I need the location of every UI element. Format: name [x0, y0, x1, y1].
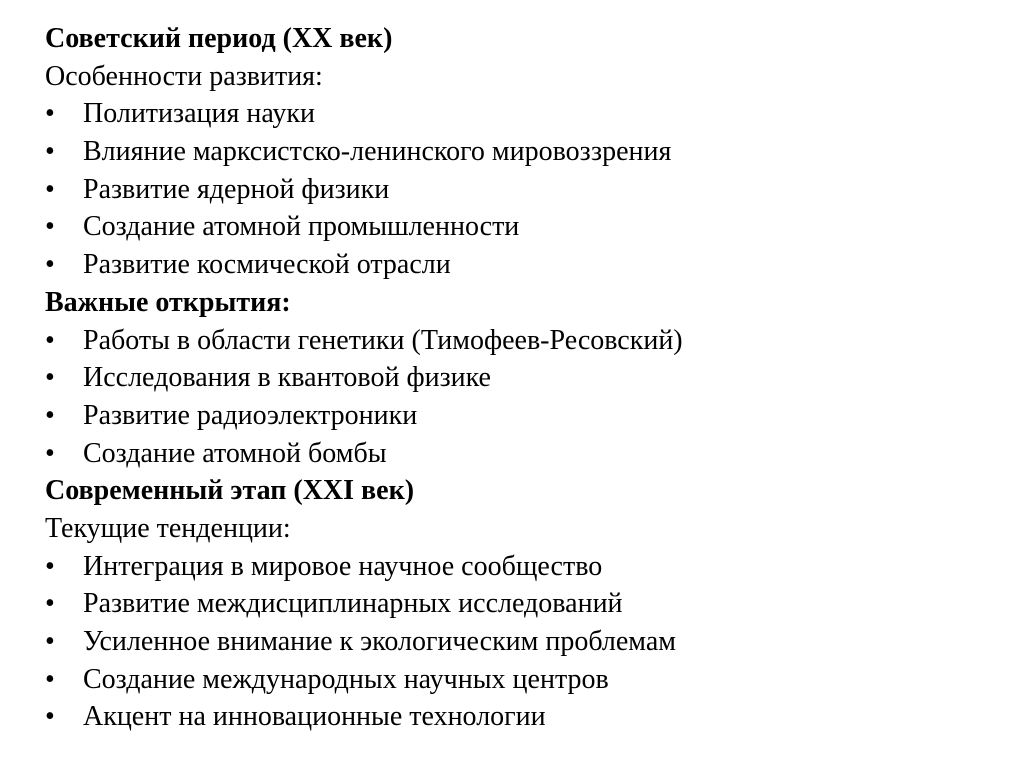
list-item-text: Влияние марксистско-ленинского мировоззрения — [83, 136, 672, 168]
list-item-text: Создание атомной промышленности — [83, 211, 520, 243]
bullet-icon: • — [45, 98, 55, 130]
list-item — [45, 322, 1005, 360]
list-item-text: Создание атомной бомбы — [83, 437, 387, 469]
list-item — [45, 435, 1005, 473]
list-item — [45, 661, 1005, 699]
subheading-soviet-features: Особенности развития: — [45, 60, 323, 92]
subheading-modern-trends: Текущие тенденции: — [45, 512, 291, 544]
list-item — [45, 359, 1005, 397]
list-item-text: Политизация науки — [83, 98, 315, 130]
bullet-icon: • — [45, 626, 55, 657]
section-heading-discoveries: Важные открытия: — [45, 286, 291, 318]
slide-content — [45, 20, 1005, 736]
bullet-icon: • — [45, 701, 55, 733]
bullet-icon: • — [45, 550, 55, 582]
bullet-icon: • — [45, 173, 55, 205]
list-item — [45, 397, 1005, 435]
bullet-icon: • — [45, 437, 55, 469]
section-heading-modern: Современный этап (XXI век) — [45, 475, 415, 507]
list-item — [45, 208, 1005, 246]
list-item — [45, 133, 1005, 171]
bullet-icon: • — [45, 211, 55, 243]
list-item — [45, 698, 1005, 736]
list-item-text: Усиленное внимание к экологическим проблемам — [83, 626, 676, 657]
bullet-icon: • — [45, 136, 55, 168]
list-item-text: Развитие ядерной физики — [83, 173, 390, 205]
list-item-text: Развитие радиоэлектроники — [83, 399, 418, 431]
bullet-icon: • — [45, 249, 55, 281]
list-item-text: Развитие междисциплинарных исследований — [83, 588, 623, 620]
bullet-icon: • — [45, 362, 55, 394]
section-heading-soviet: Советский период (XX век) — [45, 23, 393, 54]
bullet-icon: • — [45, 399, 55, 431]
bullet-icon: • — [45, 324, 55, 356]
list-item-text: Развитие космической отрасли — [83, 249, 451, 281]
list-item-text: Создание международных научных центров — [83, 663, 609, 695]
list-item — [45, 548, 1005, 586]
list-item — [45, 95, 1005, 133]
list-item — [45, 171, 1005, 209]
list-item — [45, 246, 1005, 284]
list-item — [45, 585, 1005, 623]
list-item — [45, 623, 1005, 661]
list-item-text: Исследования в квантовой физике — [83, 362, 491, 394]
list-item-text: Интеграция в мировое научное сообщество — [83, 550, 603, 582]
list-item-text: Акцент на инновационные технологии — [83, 701, 546, 733]
list-item-text: Работы в области генетики (Тимофеев-Ресовский) — [83, 324, 683, 356]
bullet-icon: • — [45, 663, 55, 695]
bullet-icon: • — [45, 588, 55, 620]
